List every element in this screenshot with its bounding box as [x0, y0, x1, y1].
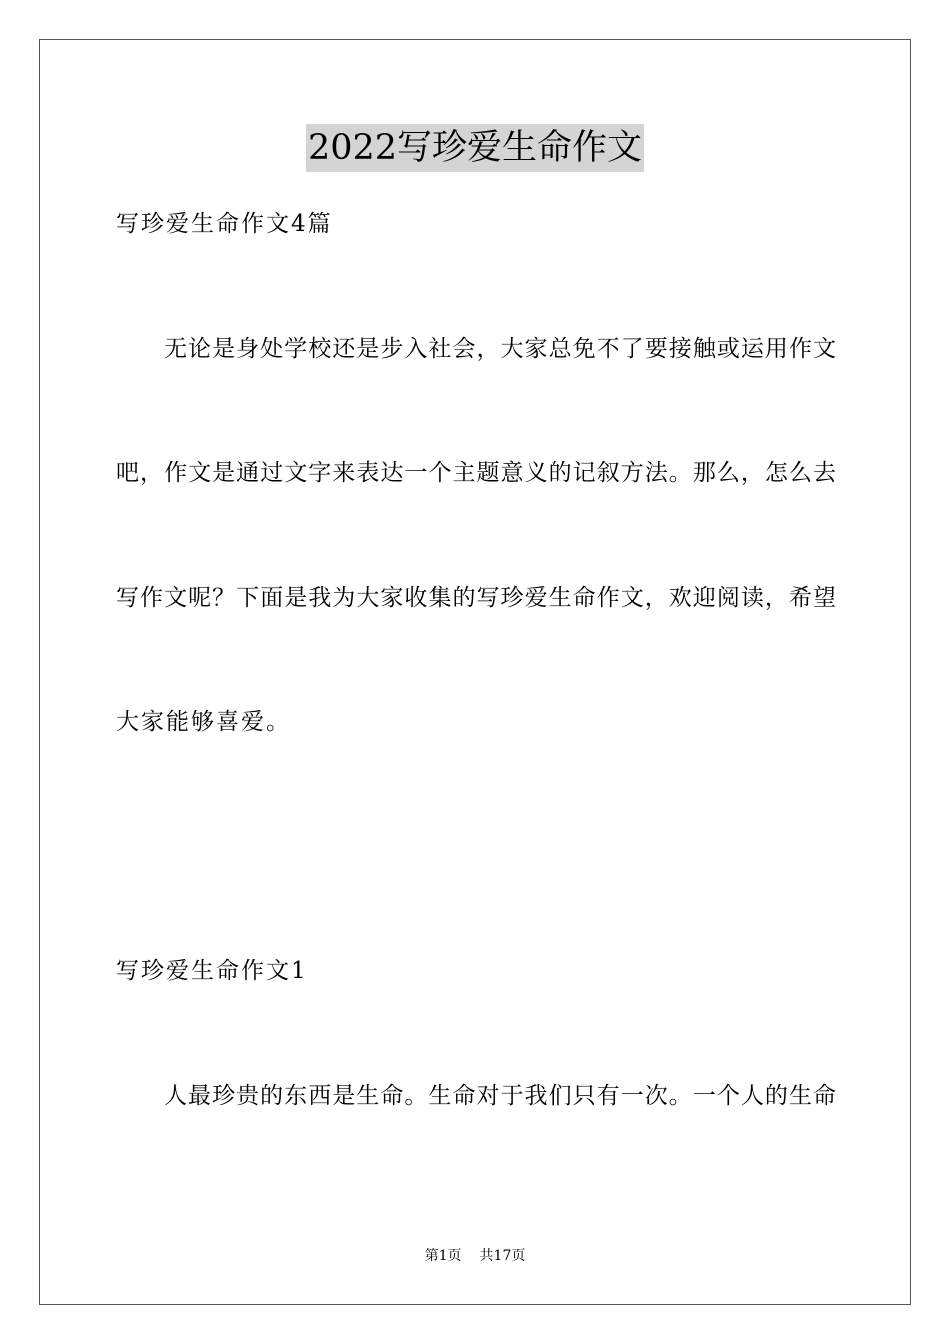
page-number-current: 第1页	[424, 1248, 462, 1264]
intro-paragraph-line-2: 吧，作文是通过文字来表达一个主题意义的记叙方法。那么，怎么去	[116, 460, 836, 486]
page-number-total: 共17页	[479, 1248, 526, 1264]
document-title: 2022写珍爱生命作文	[306, 124, 644, 172]
intro-paragraph-line-4: 大家能够喜爱。	[116, 709, 291, 735]
page-footer	[0, 1246, 950, 1266]
title-container	[0, 124, 950, 172]
intro-paragraph-line-1: 无论是身处学校还是步入社会，大家总免不了要接触或运用作文	[164, 336, 836, 362]
section-heading: 写珍爱生命作文1	[116, 958, 308, 984]
intro-paragraph-line-3: 写作文呢？下面是我为大家收集的写珍爱生命作文，欢迎阅读，希望	[116, 585, 836, 611]
section-paragraph-line-1: 人最珍贵的东西是生命。生命对于我们只有一次。一个人的生命	[164, 1083, 836, 1109]
document-subtitle: 写珍爱生命作文4篇	[116, 211, 333, 237]
